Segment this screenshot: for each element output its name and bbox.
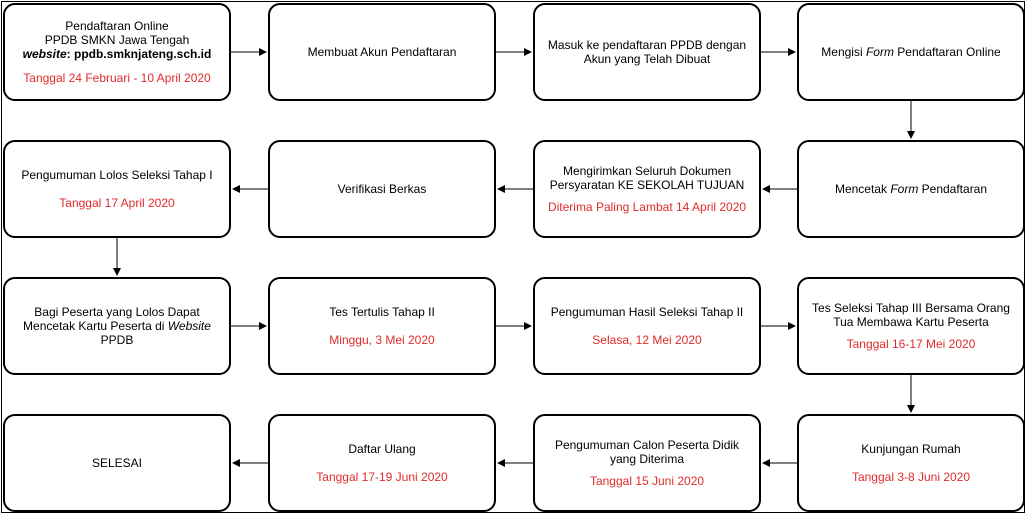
step-text: Kunjungan Rumah: [861, 442, 961, 456]
step-line: Masuk ke pendaftaran PPDB dengan: [547, 38, 747, 52]
step-line: Mencetak Kartu Peserta di Website: [23, 319, 211, 333]
step-line: Pengumuman Calon Peserta Didik: [554, 438, 740, 452]
step-text: Mengisi Form Pendaftaran Online: [821, 45, 1001, 59]
step-text: Membuat Akun Pendaftaran: [307, 45, 457, 59]
step-date: Selasa, 12 Mei 2020: [592, 333, 702, 347]
step-line: PPDB: [100, 333, 134, 347]
step-date: Tanggal 17-19 Juni 2020: [316, 470, 448, 484]
step-line: Tes Seleksi Tahap III Bersama Orang: [812, 301, 1010, 315]
step-date: Tanggal 24 Februari - 10 April 2020: [23, 71, 211, 85]
step-date: Tanggal 15 Juni 2020: [589, 474, 705, 488]
step-line: PPDB SMKN Jawa Tengah: [44, 33, 190, 47]
step-date: Minggu, 3 Mei 2020: [329, 333, 435, 347]
step-line: Akun yang Telah Dibuat: [583, 52, 711, 66]
step-line: Mengirimkan Seluruh Dokumen: [562, 164, 732, 178]
step-date: Tanggal 3-8 Juni 2020: [851, 470, 971, 484]
step-text: Tes Tertulis Tahap II: [329, 305, 435, 319]
step-line: Bagi Peserta yang Lolos Dapat: [34, 305, 200, 319]
step-line: Pendaftaran Online: [65, 19, 169, 33]
website-label: website: [22, 47, 67, 61]
step-date: Diterima Paling Lambat 14 April 2020: [547, 200, 747, 214]
step-line: yang Diterima: [609, 452, 685, 466]
step-text: Mencetak Form Pendaftaran: [834, 182, 988, 196]
step-text: Pengumuman Lolos Seleksi Tahap I: [21, 168, 213, 182]
step-text: Daftar Ulang: [348, 442, 416, 456]
step-line: Tua Membawa Kartu Peserta: [833, 315, 989, 329]
website-url: : ppdb.smknjateng.sch.id: [66, 47, 212, 61]
step-text: SELESAI: [91, 456, 143, 470]
step-date: Tanggal 16-17 Mei 2020: [846, 337, 976, 351]
step-line: Persyaratan KE SEKOLAH TUJUAN: [549, 178, 745, 192]
step-text: Pengumuman Hasil Seleksi Tahap II: [550, 305, 744, 319]
step-text: Verifikasi Berkas: [337, 182, 427, 196]
step-date: Tanggal 17 April 2020: [59, 196, 175, 210]
